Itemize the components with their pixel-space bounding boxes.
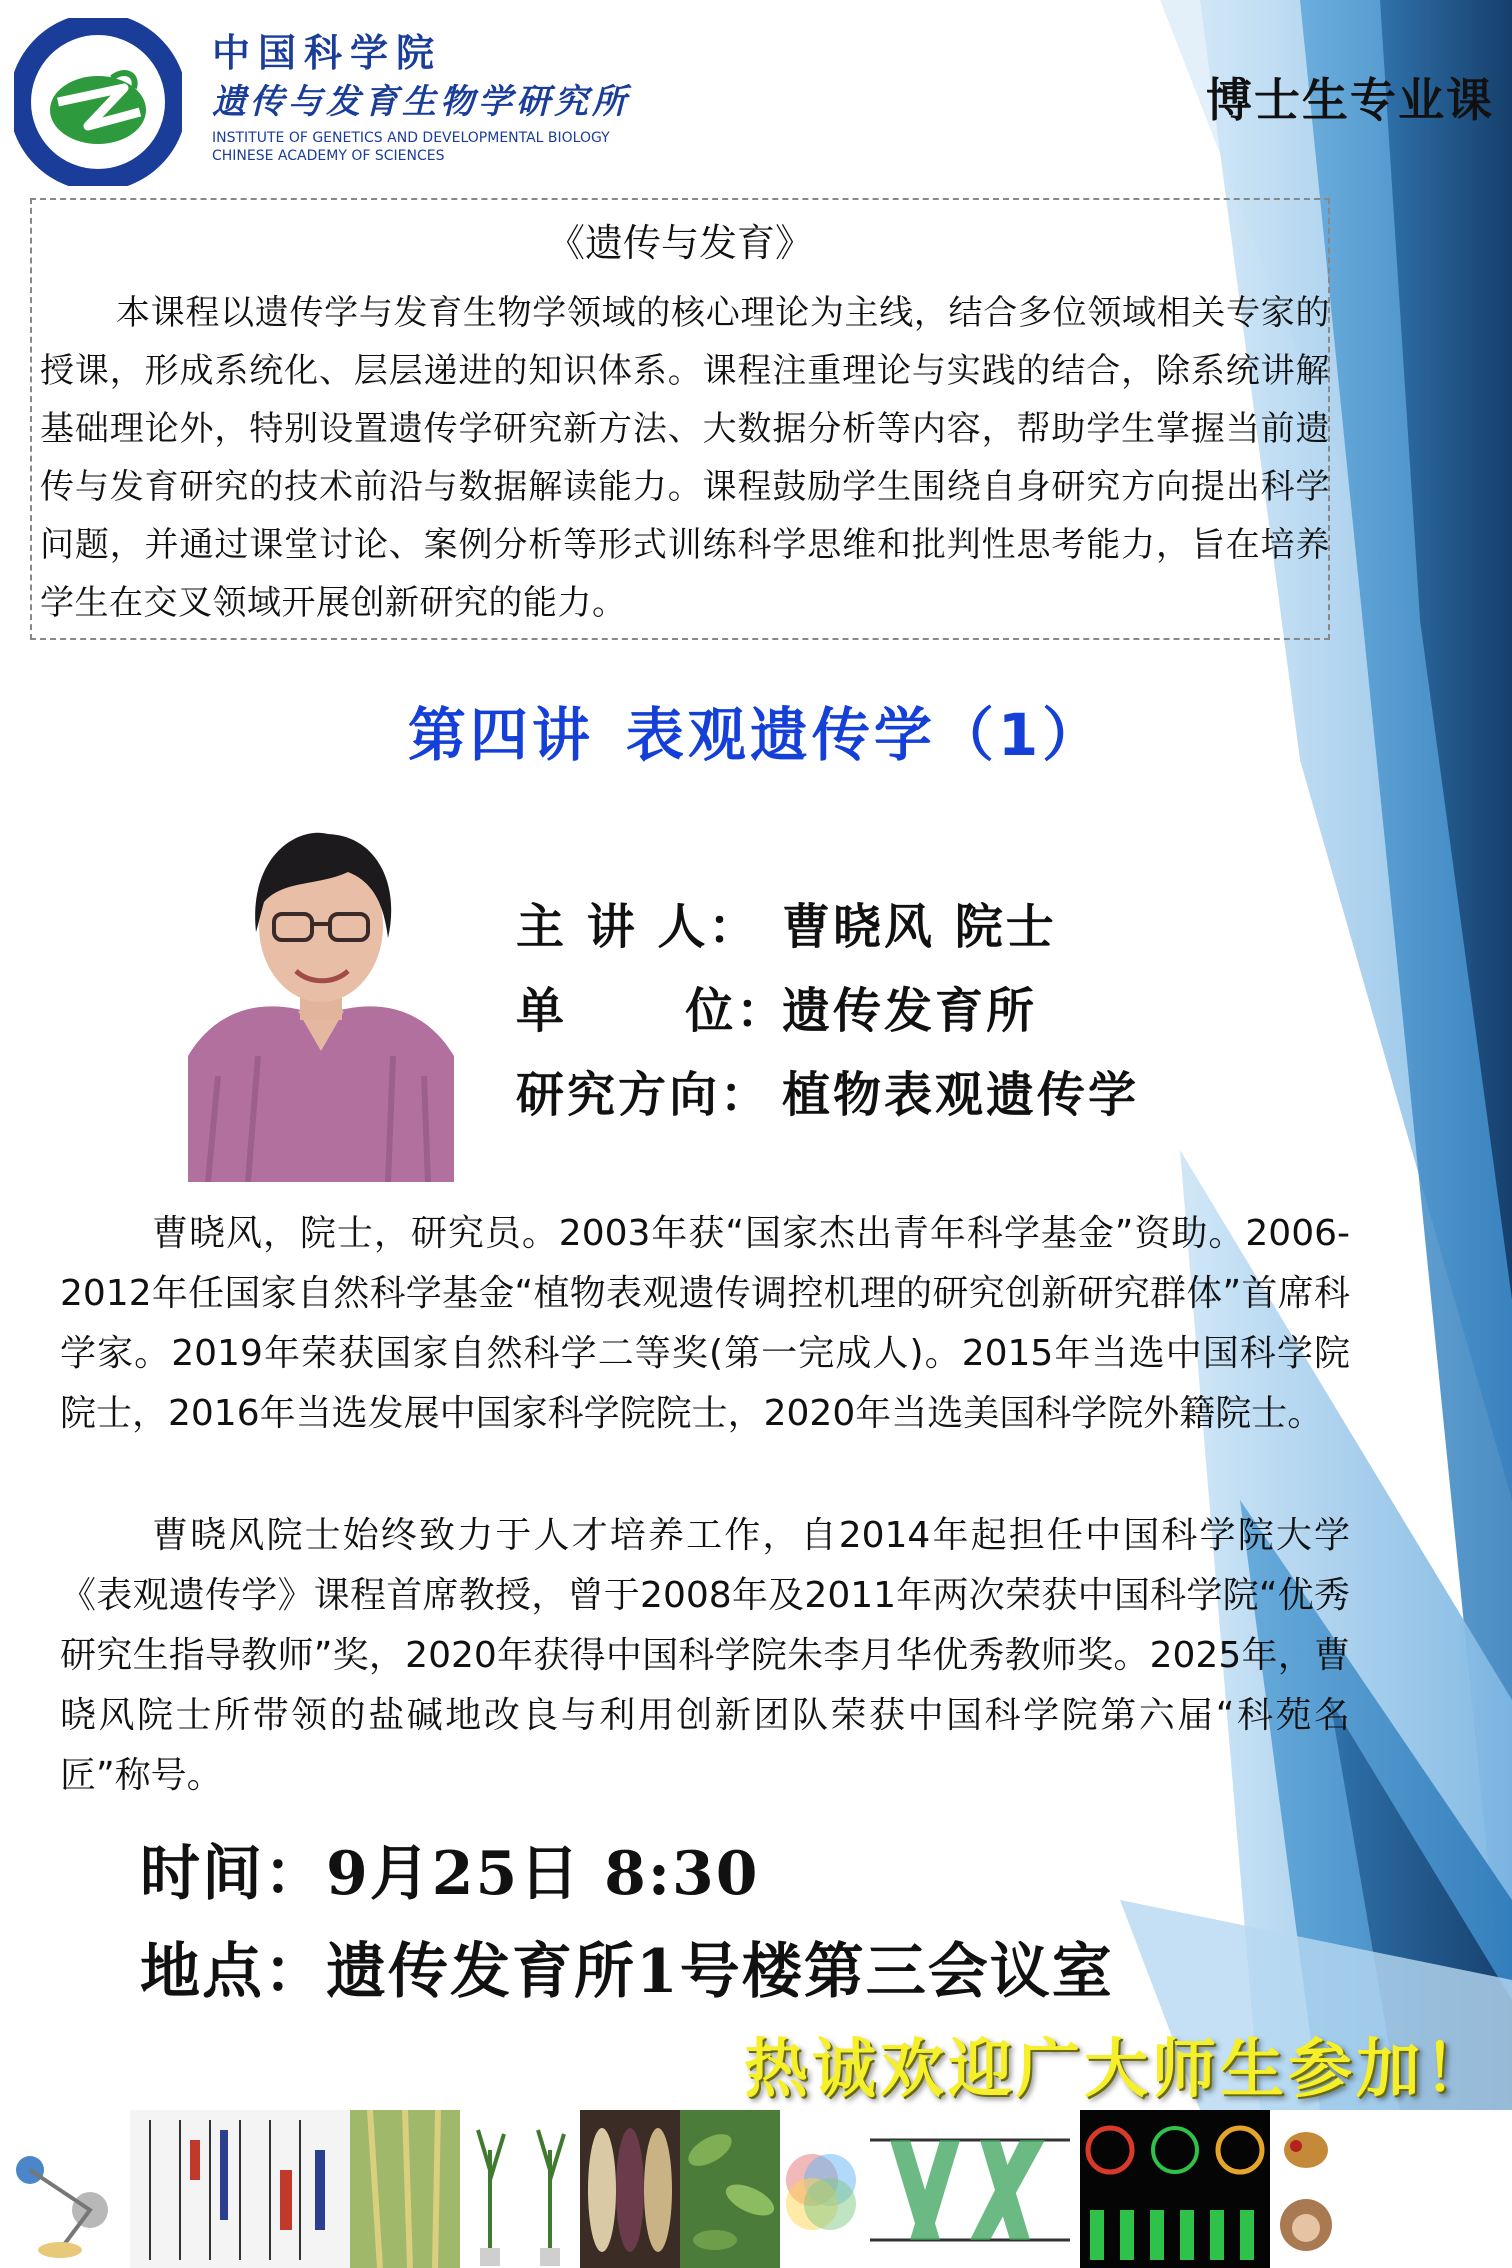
unit-label: 单 位： — [516, 983, 788, 1039]
research-field-label: 研究方向： — [516, 1067, 772, 1123]
corn-ears-image — [580, 2110, 680, 2268]
course-type-heading: 博士生专业课 — [1206, 73, 1494, 127]
research-image-strip — [0, 2110, 1512, 2268]
lecture-title — [0, 688, 1512, 772]
speaker-photo — [188, 806, 454, 1182]
institute-name-english: INSTITUTE OF GENETICS AND DEVELOPMENTAL BIOLOGY — [212, 130, 610, 146]
wheat-field-image — [350, 2110, 460, 2268]
plant-leaves-image — [680, 2110, 780, 2268]
research-field-row — [516, 1056, 1139, 1125]
time-value: 9月25日 8:30 — [326, 1839, 760, 1909]
institute-name: 遗传与发育生物学研究所 — [212, 82, 630, 122]
academy-name-english: CHINESE ACADEMY OF SCIENCES — [212, 148, 445, 164]
location-row — [140, 1924, 1114, 2010]
welcome-message: 热诚欢迎广大师生参加！ — [744, 2033, 1492, 2107]
speaker-bio-paragraph-1: 曹晓风，院士，研究员。2003年获“国家杰出青年科学基金”资助。2006-2012年任国家自然科学基金“植物表观遗传调控机理的研究创新研究群体”首席科学家。2019年荣获国家自然科学二等奖(第一完成人)。2015年当选中国科学院院士，2016年当选发展中国家科学院院士，2020年当选美国科学院外籍院士。 — [60, 1213, 1350, 1434]
unit-value: 遗传发育所 — [782, 983, 1038, 1039]
lecture-topic: 表观遗传学（1） — [625, 701, 1105, 769]
research-field-value: 植物表观遗传学 — [782, 1067, 1140, 1123]
genome-tracks-image — [130, 2110, 350, 2268]
unit-row — [516, 972, 1037, 1041]
pathway-diagram-image — [0, 2110, 130, 2268]
location-value: 遗传发育所1号楼第三会议室 — [326, 1937, 1114, 2007]
time-row — [140, 1826, 760, 1912]
course-title: 《遗传与发育》 — [546, 221, 813, 265]
venn-diagram-image — [780, 2110, 860, 2268]
animal-models-image — [1270, 2110, 1342, 2268]
cas-name: 中国科学院 — [212, 30, 443, 75]
speaker-row — [516, 888, 1057, 957]
speaker-label: 主 讲 人： — [516, 899, 760, 955]
location-label: 地点： — [140, 1937, 326, 2007]
time-label: 时间： — [140, 1839, 326, 1909]
institute-logo — [14, 18, 182, 186]
course-description: 本课程以遗传学与发育生物学领域的核心理论为主线，结合多位领域相关专家的授课，形成系统化、层层递进的知识体系。课程注重理论与实践的结合，除系统讲解基础理论外，特别设置遗传学研究新方法、大数据分析等内容，帮助学生掌握当前遗传与发育研究的技术前沿与数据解读能力。课程鼓励学生围绕自身研究方向提出科学问题，并通过课堂讨论、案例分析等形式训练科学思维和批判性思考能力，旨在培养学生在交叉领域开展创新研究的能力。 — [40, 293, 1330, 623]
speaker-bio-paragraph-2: 曹晓风院士始终致力于人才培养工作，自2014年起担任中国科学院大学《表观遗传学》课程首席教授，曾于2008年及2011年两次荣获中国科学院“优秀研究生指导教师”奖，2020年获得中国科学院朱李月华优秀教师奖。2025年，曹晓风院士所带领的盐碱地改良与利用创新团队荣获中国科学院第六届“科苑名匠”称号。 — [60, 1515, 1350, 1796]
synteny-plot-image — [860, 2110, 1080, 2268]
fluorescence-microscopy-image — [1080, 2110, 1270, 2268]
speaker-name: 曹晓风 院士 — [782, 899, 1057, 955]
rice-plants-image — [460, 2110, 580, 2268]
lecture-number: 第四讲 — [407, 701, 594, 769]
